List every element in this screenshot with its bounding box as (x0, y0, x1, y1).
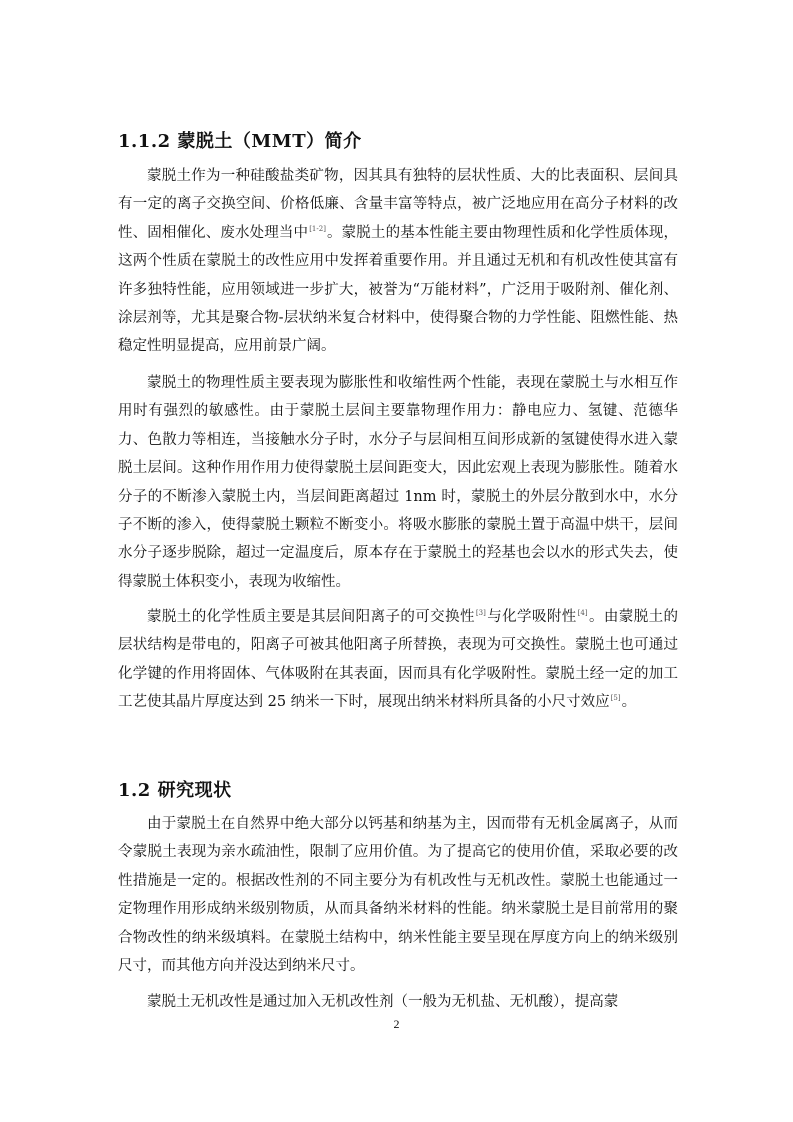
paragraph-inorganic-modification: 蒙脱土无机改性是通过加入无机改性剂（一般为无机盐、无机酸），提高蒙 (147, 994, 619, 1010)
paragraph-text: 蒙脱土的化学性质主要是其层间阳离子的可交换性 (147, 609, 475, 625)
paragraph-text: 蒙脱土作为一种硅酸盐类矿物，因其具有独特的层状性质、大的比表面积、层间具有一定的离子交换空间、价格低廉、含量丰富等特点，被广泛地应用在高分子材料的改性、固相催化、废水处理当中 (118, 168, 678, 241)
paragraph-text: 。 (621, 694, 637, 711)
citation-ref[interactable]: [3] (475, 609, 486, 617)
citation-ref[interactable]: [4] (577, 609, 588, 617)
paragraph-mmt-intro (118, 162, 678, 361)
citation-ref[interactable]: [1-2] (309, 224, 326, 233)
paragraph-research-status: 由于蒙脱土在自然界中绝大部分以钙基和纳基为主，因而带有无机金属离子，从而令蒙脱土表现为亲水疏油性，限制了应用价值。为了提高它的使用价值，采取必要的改性措施是一定的。根据改性剂的不同主要分为有机改性与无机改性。蒙脱土也能通过一定物理作用形成纳米级别物质，从而具备纳米材料的性能。纳米蒙脱土是目前常用的聚合物改性的纳米级填料。在蒙脱土结构中，纳米性能主要呈现在厚度方向上的纳米级别尺寸，而其他方向并没达到纳米尺寸。 (118, 816, 678, 975)
section-heading-1-2: 1.2 研究现状 (118, 780, 232, 801)
citation-ref[interactable]: [5] (610, 694, 621, 703)
section-heading-1-1-2: 1.1.2 蒙脱土（MMT）简介 (118, 131, 362, 152)
paragraph-text: 。由蒙脱土的层状结构是带电的，阳离子可被其他阳离子所替换，表现为可交换性。蒙脱土也可通过化学键的作用将固体、气体吸附在其表面，因而具有化学吸附性。蒙脱土经一定的加工工艺使其晶片厚度达到 25 纳米一下时，展现出纳米材料所具备的小尺寸效应 (118, 609, 679, 711)
paragraph-chemical-properties (118, 603, 678, 717)
paragraph-physical-properties: 蒙脱土的物理性质主要表现为膨胀性和收缩性两个性能，表现在蒙脱土与水相互作用时有强烈的敏感性。由于蒙脱土层间主要靠物理作用力：静电应力、氢键、范德华力、色散力等相连，当接触水分子时，水分子与层间相互间形成新的氢键使得水进入蒙脱土层间。这种作用作用力使得蒙脱土层间距变大，因此宏观上表现为膨胀性。随着水分子的不断渗入蒙脱土内，当层间距离超过 1nm 时，蒙脱土的外层分散到水中，水分子不断的渗入，使得蒙脱土颗粒不断变小。将吸水膨胀的蒙脱土置于高温中烘干，层间水分子逐步脱除，超过一定温度后，原本存在于蒙脱土的羟基也会以水的形式失去，使得蒙脱土体积变小，表现为收缩性。 (118, 375, 678, 590)
paragraph-text: 与化学吸附性 (486, 609, 577, 625)
paragraph-text: 。蒙脱土的基本性能主要由物理性质和化学性质体现，这两个性质在蒙脱土的改性应用中发挥着重要作用。并且通过无机和有机改性使其富有许多独特性能，应用领域进一步扩大，被誉为“万能材料”，广泛用于吸附剂、催化剂、涂层剂等，尤其是聚合物-层状纳米复合材料中，使得聚合物的力学性能、阻燃性能、热稳定性明显提高，应用前景广阔。 (118, 224, 679, 355)
page-number: 2 (393, 1017, 400, 1031)
